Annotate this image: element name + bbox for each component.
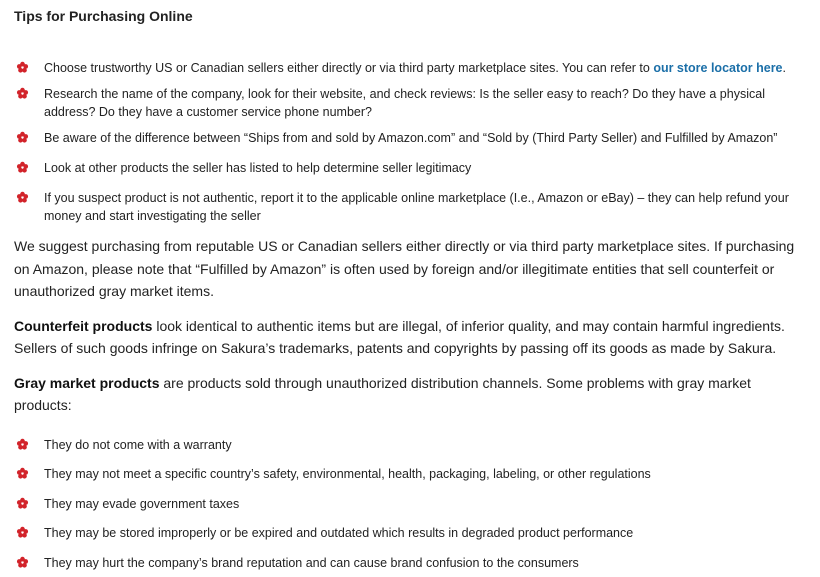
problem-text: They may evade government taxes: [44, 496, 240, 511]
sakura-flower-icon: [16, 131, 29, 144]
tip-text: Research the name of the company, look for their website, and check reviews: Is the seller easy to reach? Do they have a physical address? Do they have a customer service phone number?: [44, 87, 765, 119]
problem-item: [14, 436, 806, 454]
problem-item: [14, 465, 806, 483]
problems-list: [14, 436, 806, 572]
gray-market-paragraph: [14, 372, 806, 417]
tip-item: [14, 159, 806, 177]
counterfeit-paragraph: [14, 315, 806, 360]
gray-market-term: Gray market products: [14, 374, 160, 391]
suggestion-paragraph: We suggest purchasing from reputable US or Canadian sellers either directly or via third party marketplace sites. If purchasing on Amazon, please note that “Fulfilled by Amazon” is often used by foreign and/or illegitimate entities that sell counterfeit or unauthorized gray market items.: [14, 238, 795, 299]
sakura-flower-icon: [16, 61, 29, 74]
counterfeit-text: look identical to authentic items but are illegal, of inferior quality, and may contain harmful ingredients. Sellers of such goods infringe on Sakura’s trademarks, patents and copyrights by passing off its goods as made by Sakura.: [14, 317, 785, 356]
tip-item: [14, 85, 806, 121]
sakura-flower-icon: [16, 497, 29, 510]
tip-text: Look at other products the seller has listed to help determine seller legitimacy: [44, 161, 472, 175]
problem-item: [14, 524, 806, 542]
problem-item: [14, 554, 806, 572]
counterfeit-term: Counterfeit products: [14, 317, 153, 334]
tip-text: Be aware of the difference between “Ships from and sold by Amazon.com” and “Sold by (Third Party Seller) and Fulfilled by Amazon”: [44, 131, 778, 145]
problem-item: [14, 495, 806, 513]
page-title: Tips for Purchasing Online: [14, 8, 193, 24]
tip-text: If you suspect product is not authentic, report it to the applicable online marketplace (I.e., Amazon or eBay) – they can help refund your money and start investigating the seller: [44, 191, 789, 223]
sakura-flower-icon: [16, 87, 29, 100]
sakura-flower-icon: [16, 526, 29, 539]
sakura-flower-icon: [16, 556, 29, 569]
sakura-flower-icon: [16, 438, 29, 451]
tip-suffix: .: [782, 61, 786, 75]
problem-text: They may be stored improperly or be expired and outdated which results in degraded product performance: [44, 526, 634, 540]
tip-item: [14, 129, 806, 147]
problem-text: They may not meet a specific country’s safety, environmental, health, packaging, labeling, or other regulations: [44, 467, 651, 481]
tip-item: [14, 189, 806, 225]
gray-market-text: are products sold through unauthorized distribution channels. Some problems with gray market products:: [14, 374, 751, 413]
store-locator-link[interactable]: our store locator here: [653, 61, 783, 75]
tip-text: Choose trustworthy US or Canadian sellers either directly or via third party marketplace sites. You can refer to: [44, 61, 654, 75]
problem-text: They do not come with a warranty: [44, 437, 232, 452]
tips-list: [14, 59, 806, 225]
sakura-flower-icon: [16, 467, 29, 480]
sakura-flower-icon: [16, 191, 29, 204]
tip-item: [14, 59, 806, 77]
sakura-flower-icon: [16, 161, 29, 174]
problem-text: They may hurt the company’s brand reputation and can cause brand confusion to the consumers: [44, 555, 579, 570]
